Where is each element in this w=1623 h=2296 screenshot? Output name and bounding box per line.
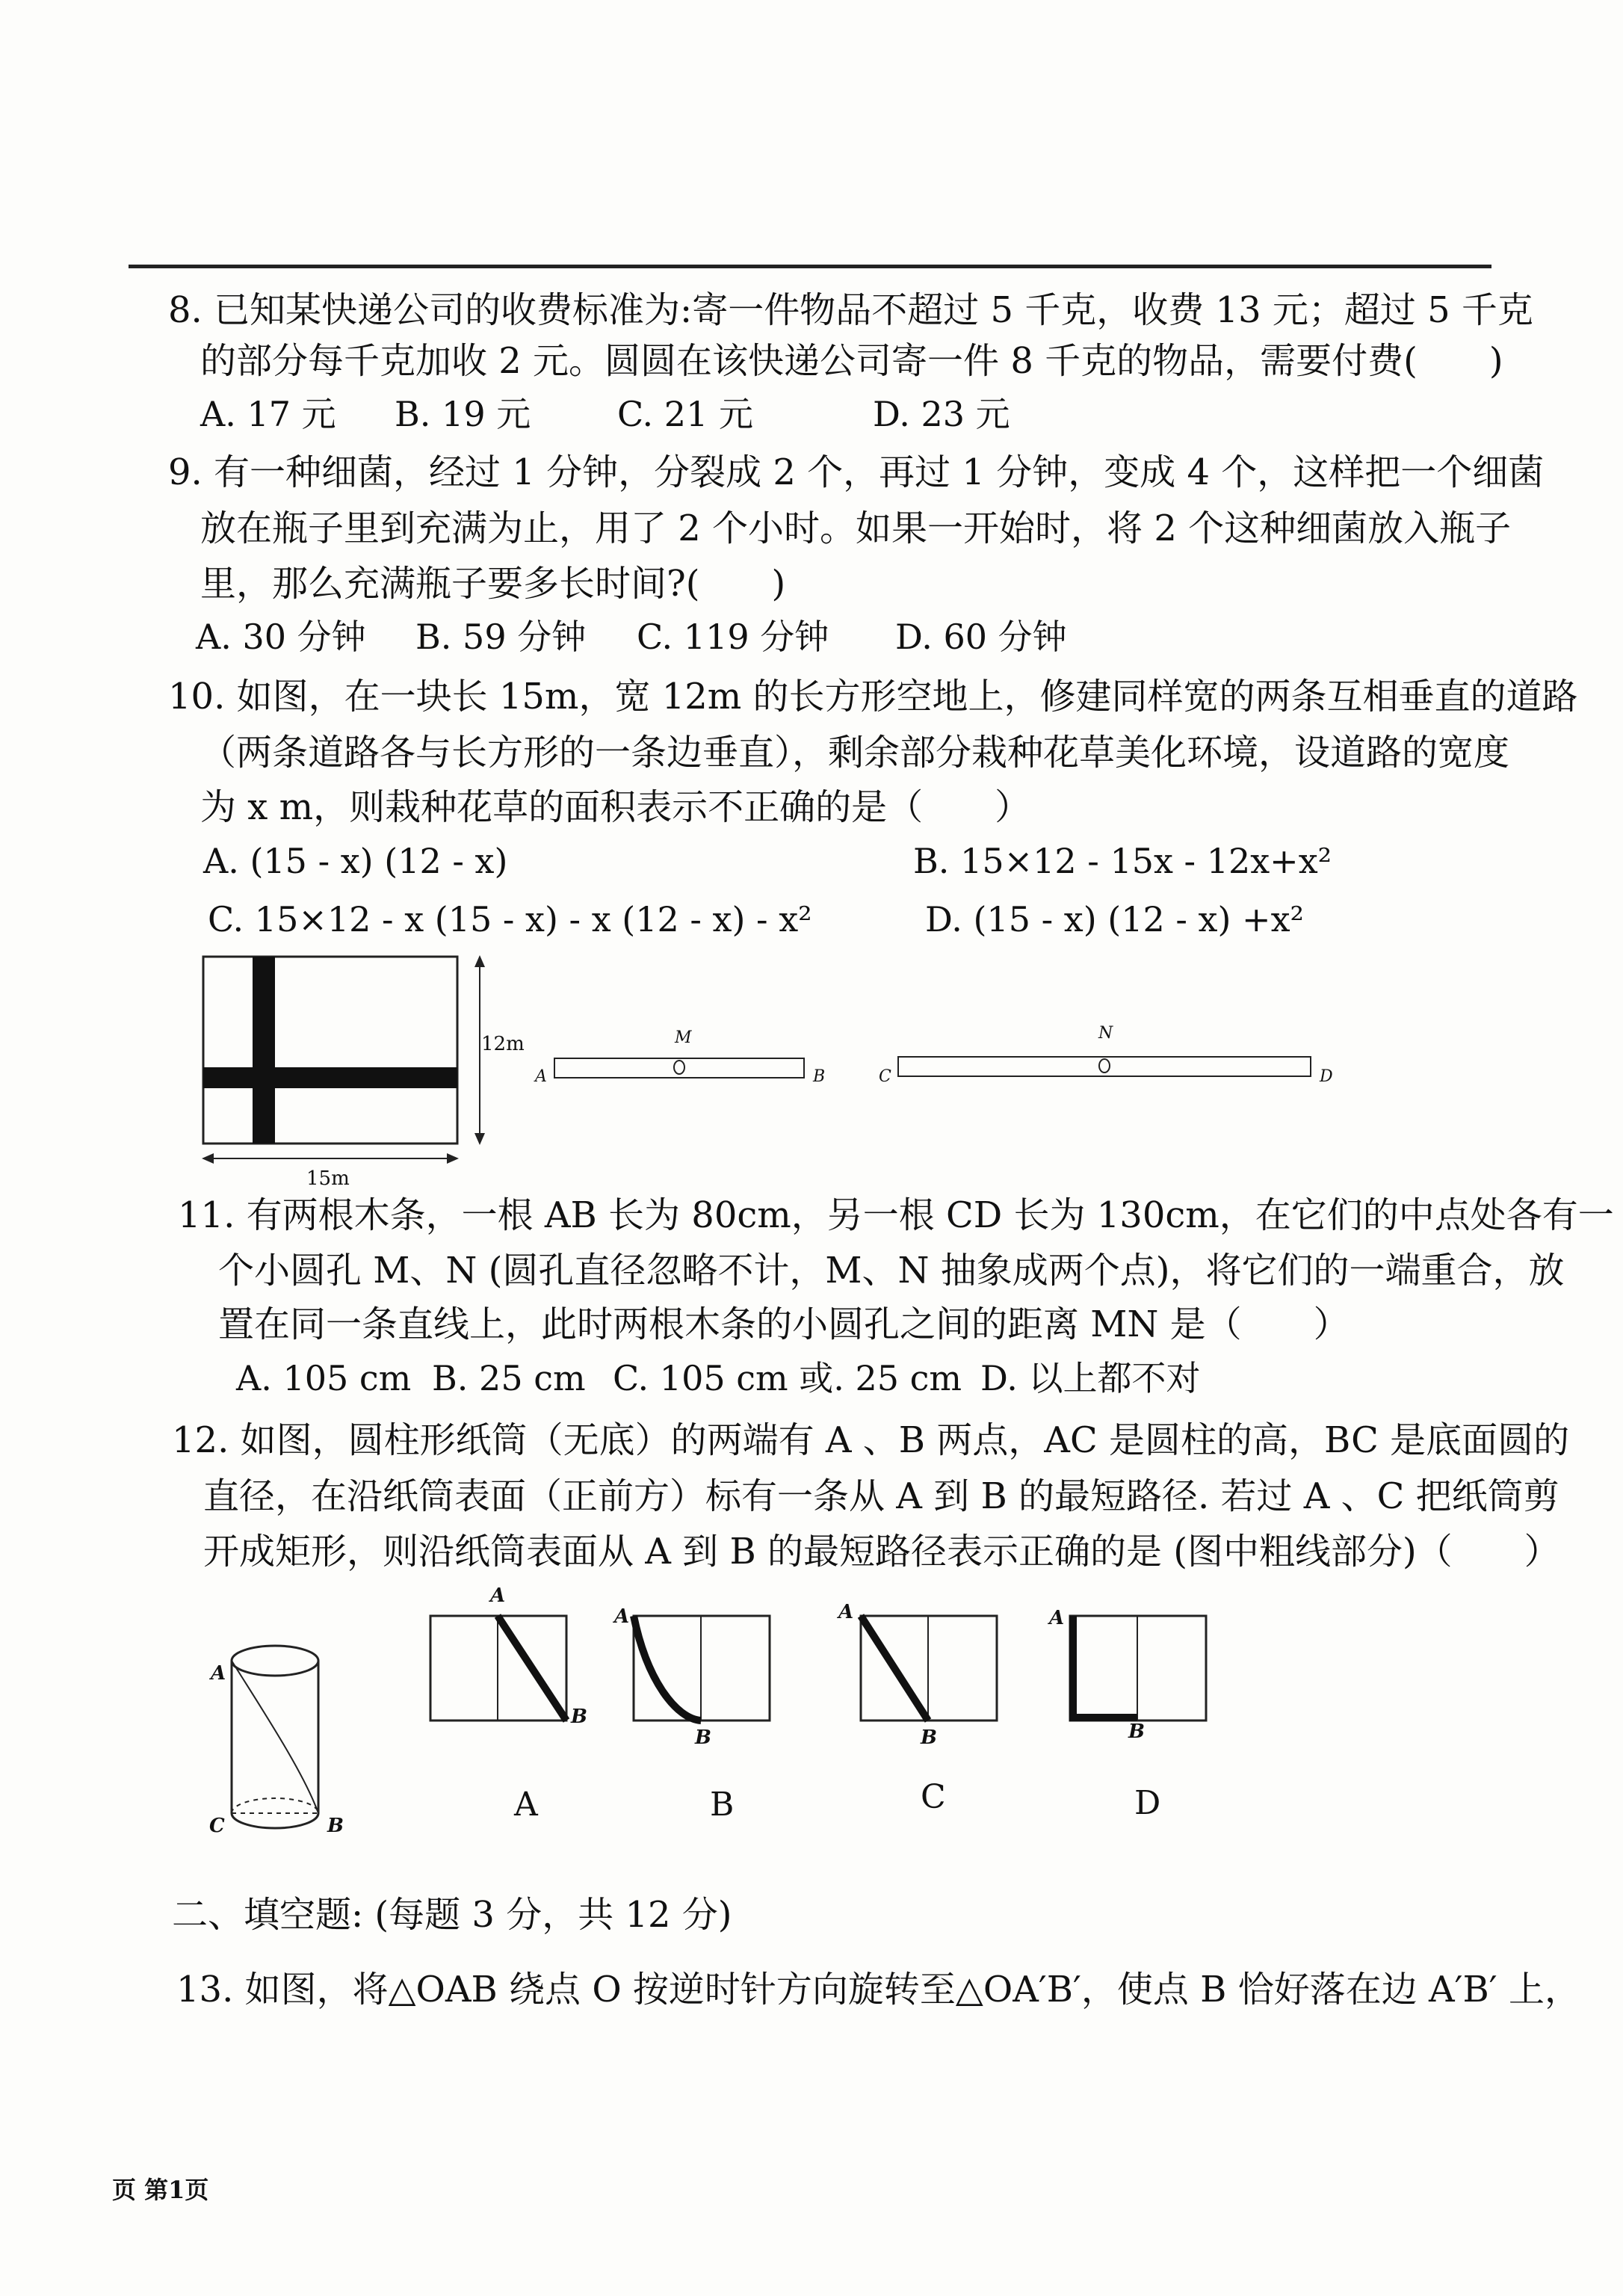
path-d <box>1073 1616 1137 1718</box>
q9-line2: 放在瓶子里到充满为止，用了 2 个小时。如果一开始时，将 2 个这种细菌放入瓶子 <box>200 507 1512 549</box>
q10-option-d: D. (15 - x) (12 - x) +x² <box>925 899 1304 939</box>
choice-b-caption: B <box>710 1786 735 1824</box>
q9-option-d: D. 60 分钟 <box>895 617 1067 657</box>
q8-line1: 8. 已知某快递公司的收费标准为:寄一件物品不超过 5 千克，收费 13 元；超过 5 千克 <box>168 289 1533 331</box>
q9-line1: 9. 有一种细菌，经过 1 分钟，分裂成 2 个，再过 1 分钟，变成 4 个，这样把一个细菌 <box>168 451 1545 493</box>
q13-line1: 13. 如图，将△OAB 绕点 O 按逆时针方向旋转至△OA′B′，使点 B 恰好落在边 A′B′ 上， <box>176 1969 1580 2010</box>
q12-line1: 12. 如图，圆柱形纸筒（无底）的两端有 A 、B 两点，AC 是圆柱的高，BC 是底面圆的 <box>172 1419 1570 1461</box>
choice-b-point-a: A <box>614 1605 630 1628</box>
stick-ab-label-m: M <box>675 1028 692 1047</box>
q11-line3: 置在同一条直线上，此时两根木条的小圆孔之间的距离 MN 是（ ） <box>218 1303 1350 1345</box>
q9-option-c: C. 119 分钟 <box>637 617 829 657</box>
stick-ab-label-a: A <box>535 1067 547 1086</box>
section-2-title: 二、填空题: (每题 3 分，共 12 分) <box>172 1894 732 1936</box>
q11-option-b: B. 25 cm <box>432 1358 586 1398</box>
q10-option-c: C. 15×12 - x (15 - x) - x (12 - x) - x² <box>208 899 812 939</box>
q10-option-b: B. 15×12 - 15x - 12x+x² <box>913 841 1332 881</box>
choice-c-diagram <box>859 1614 1009 1726</box>
q11-option-a: A. 105 cm <box>236 1358 412 1398</box>
cylinder-label-a: A <box>211 1662 226 1685</box>
path-c <box>861 1616 928 1721</box>
q11-line2: 个小圆孔 M、N (圆孔直径忽略不计，M、N 抽象成两个点)，将它们的一端重合，放 <box>218 1250 1565 1292</box>
cylinder-figure <box>229 1644 326 1831</box>
q10-line1: 10. 如图，在一块长 15m，宽 12m 的长方形空地上，修建同样宽的两条互相垂直的道路 <box>168 676 1578 718</box>
stick-cd <box>897 1054 1315 1079</box>
choice-d-point-a: A <box>1049 1607 1065 1629</box>
q8-option-b: B. 19 元 <box>395 394 531 434</box>
choice-b-diagram <box>632 1614 782 1726</box>
q12-line3: 开成矩形，则沿纸筒表面从 A 到 B 的最短路径表示正确的是 (图中粗线部分)（ ） <box>203 1531 1560 1573</box>
stick-cd-label-n: N <box>1098 1024 1113 1043</box>
field-rectangle <box>203 957 457 1144</box>
choice-d-diagram <box>1069 1614 1218 1726</box>
q9-line3: 里，那么充满瓶子要多长时间?( ) <box>200 563 786 605</box>
vertical-road <box>253 957 275 1144</box>
choice-a-point-b: B <box>571 1706 587 1728</box>
choice-c-point-a: A <box>838 1601 854 1623</box>
q10-width-label: 15m <box>306 1167 350 1190</box>
choice-a-point-a: A <box>490 1584 506 1607</box>
q8-line2: 的部分每千克加收 2 元。圆圆在该快递公司寄一件 8 千克的物品，需要付费( ) <box>200 340 1503 382</box>
choice-c-caption: C <box>921 1778 946 1816</box>
q9-option-b: B. 59 分钟 <box>415 617 587 657</box>
q9-option-a: A. 30 分钟 <box>196 617 366 657</box>
q10-option-a: A. (15 - x) (12 - x) <box>203 841 508 881</box>
choice-c-point-b: B <box>921 1726 937 1749</box>
path-b <box>634 1616 701 1721</box>
page-footer: 页 第1页 <box>112 2176 209 2204</box>
q11-option-c: C. 105 cm 或. 25 cm <box>613 1358 962 1398</box>
q10-height-label: 12m <box>481 1033 525 1055</box>
q11-option-d: D. 以上都不对 <box>980 1358 1201 1398</box>
stick-ab <box>553 1055 807 1081</box>
q12-line2: 直径，在沿纸筒表面（正前方）标有一条从 A 到 B 的最短路径. 若过 A 、C 把纸筒剪 <box>203 1475 1559 1517</box>
hole-n <box>1099 1059 1110 1073</box>
stick-cd-label-d: D <box>1320 1067 1333 1086</box>
choice-d-point-b: B <box>1128 1721 1145 1743</box>
choice-d-caption: D <box>1134 1784 1161 1822</box>
q8-option-a: A. 17 元 <box>200 394 336 434</box>
q10-rectangle-figure <box>202 955 508 1179</box>
hole-m <box>674 1061 684 1074</box>
q10-line2: （两条道路各与长方形的一条边垂直），剩余部分栽种花草美化环境，设道路的宽度 <box>200 732 1510 774</box>
horizontal-road <box>203 1067 457 1088</box>
choice-a-diagram <box>429 1614 578 1726</box>
cylinder-label-c: C <box>209 1815 225 1837</box>
header-rule <box>129 265 1491 268</box>
q8-option-d: D. 23 元 <box>873 394 1010 434</box>
q11-line1: 11. 有两根木条，一根 AB 长为 80cm，另一根 CD 长为 130cm，在它们的中点处各有一 <box>178 1194 1614 1236</box>
shortest-path-curve <box>232 1661 318 1813</box>
stick-ab-label-b: B <box>813 1067 826 1086</box>
q8-option-c: C. 21 元 <box>617 394 753 434</box>
q10-line3: 为 x m，则栽种花草的面积表示不正确的是（ ） <box>200 786 1031 828</box>
path-a <box>498 1616 566 1721</box>
choice-a-caption: A <box>514 1786 538 1824</box>
stick-cd-label-c: C <box>879 1067 891 1086</box>
cylinder-label-b: B <box>327 1815 344 1837</box>
choice-b-point-b: B <box>695 1726 711 1749</box>
